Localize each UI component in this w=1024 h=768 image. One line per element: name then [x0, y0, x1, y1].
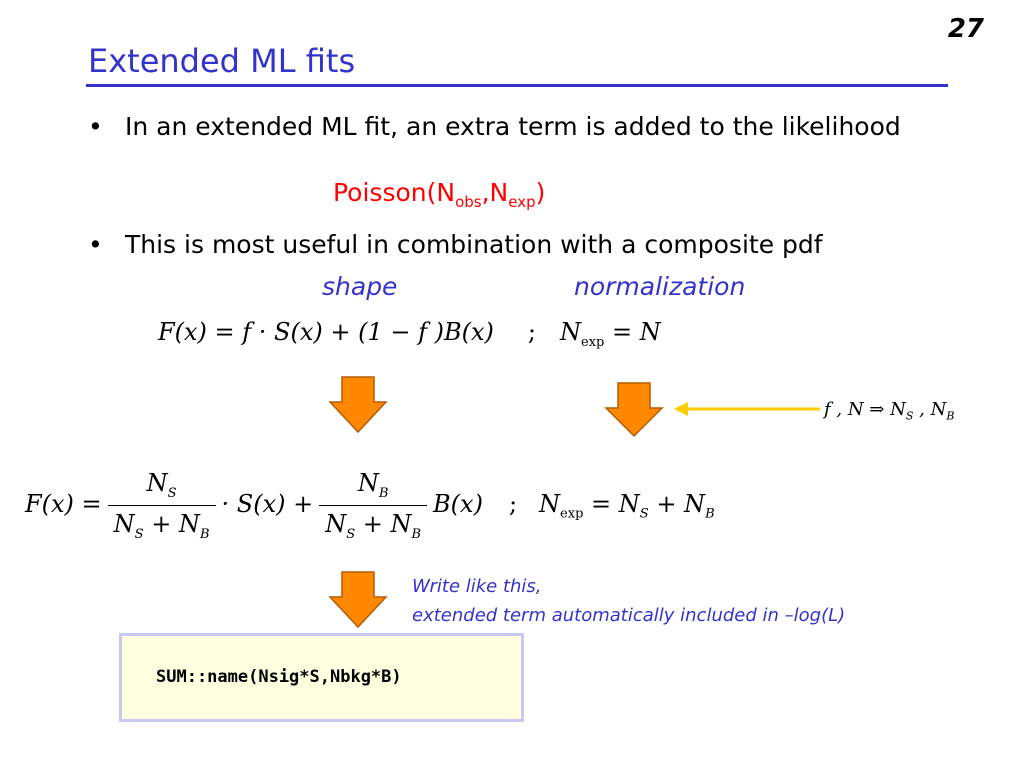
poisson-sub-exp: exp	[508, 193, 536, 211]
bullet-symbol: •	[88, 230, 103, 259]
note-line-1: Write like this,	[412, 576, 542, 597]
parameter-mapping: f , N ⇒ $N_S$ , $N_B$	[824, 399, 955, 423]
label-shape: shape	[322, 272, 398, 301]
poisson-sub-obs: obs	[455, 193, 482, 211]
down-arrow-icon	[604, 382, 664, 438]
label-normalization: normalization	[574, 272, 746, 301]
poisson-prefix: Poisson(N	[333, 178, 456, 207]
bullet-text: In an extended ML fit, an extra term is added to the likelihood	[125, 112, 901, 141]
composite-equation: F(x) = f · S(x) + (1 − f )B(x) ; $N_{exp} = N$	[158, 318, 661, 350]
usage-note	[412, 572, 845, 630]
poisson-term	[333, 178, 545, 211]
poisson-comma: ,N	[481, 178, 509, 207]
code-snippet: SUM::name(Nsig*S,Nbkg*B)	[156, 667, 402, 687]
slide-title: Extended ML fits	[88, 42, 356, 80]
note-line-2: extended term automatically included in –log(L)	[412, 605, 846, 626]
bullet-text: This is most useful in combination with a composite pdf	[125, 230, 823, 259]
down-arrow-icon	[328, 376, 388, 434]
poisson-suffix: )	[535, 178, 546, 207]
left-arrow-icon	[672, 399, 822, 419]
page-number: 27	[947, 14, 984, 44]
title-underline	[86, 84, 948, 87]
extended-equation: F(x) = $\frac{N_S}{N_S + N_B}$ · S(x) + $\frac{N_B}{N_S + N_B}$ B(x) ; $N_{exp} = N_S + N_B$	[25, 469, 715, 542]
bullet-symbol: •	[88, 112, 103, 141]
down-arrow-icon	[328, 571, 388, 629]
